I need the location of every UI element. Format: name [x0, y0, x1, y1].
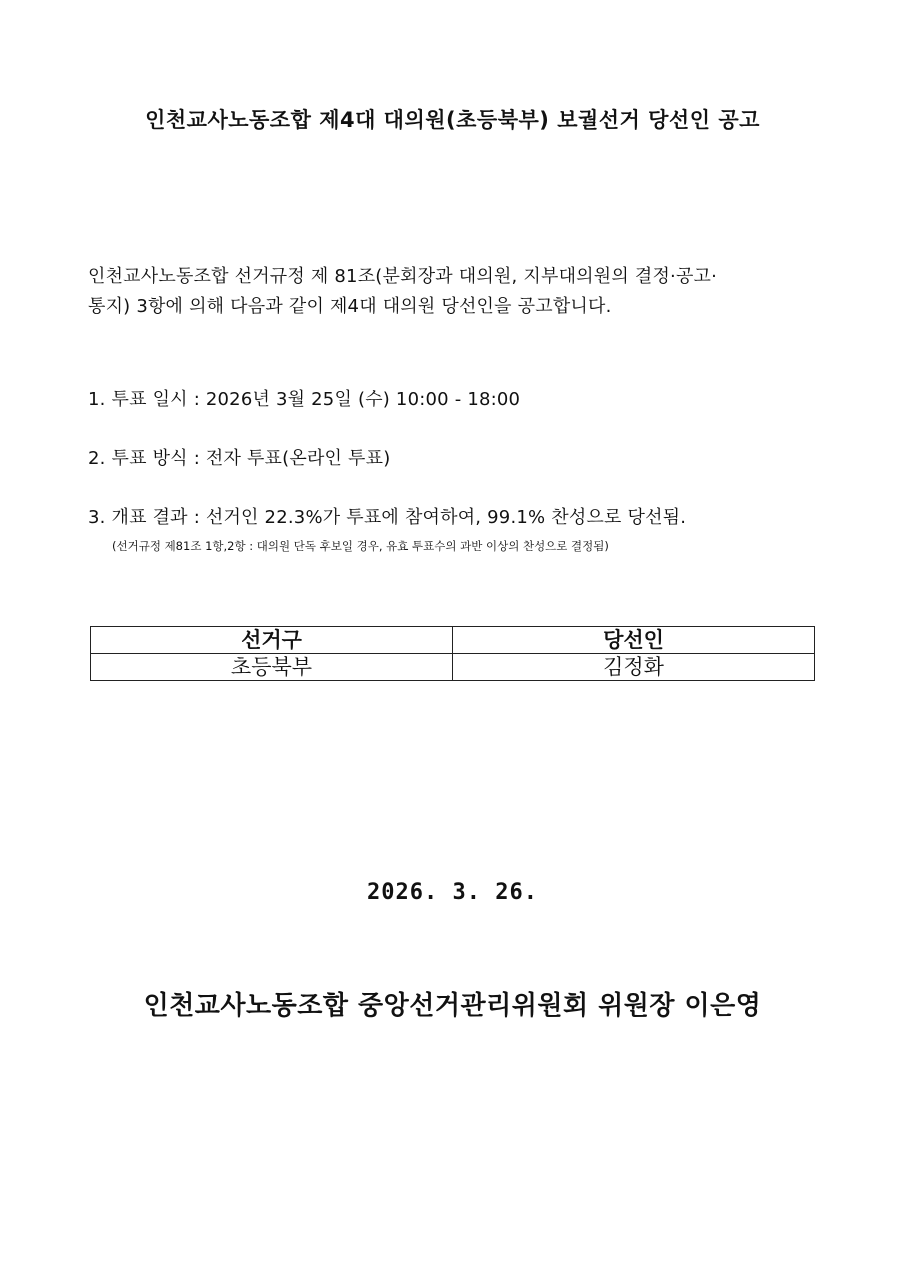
- item-vote-datetime: 1. 투표 일시 : 2026년 3월 25일 (수) 10:00 - 18:00: [88, 389, 521, 410]
- item-vote-method: 2. 투표 방식 : 전자 투표(온라인 투표): [88, 448, 391, 469]
- table-row: [91, 654, 815, 681]
- results-table: [90, 626, 815, 681]
- cell-winner: 김정화: [453, 654, 815, 681]
- rule-note: (선거규정 제81조 1항,2항 : 대의원 단독 후보일 경우, 유효 투표수의 과반 이상의 찬성으로 결정됨): [112, 539, 609, 553]
- intro-line: 통지) 3항에 의해 다음과 같이 제4대 대의원 당선인을 공고합니다.: [88, 296, 612, 317]
- item-count-result: 3. 개표 결과 : 선거인 22.3%가 투표에 참여하여, 99.1% 찬성으로 당선됨.: [88, 507, 687, 528]
- header-district: 선거구: [91, 627, 453, 654]
- signature-line: 인천교사노동조합 중앙선거관리위원회 위원장 이은영: [143, 991, 762, 1021]
- header-winner: 당선인: [453, 627, 815, 654]
- intro-paragraph: [88, 262, 828, 322]
- document-title: 인천교사노동조합 제4대 대의원(초등북부) 보궐선거 당선인 공고: [145, 108, 760, 132]
- announcement-date: 2026. 3. 26.: [367, 880, 538, 905]
- intro-line: 인천교사노동조합 선거규정 제 81조(분회장과 대의원, 지부대의원의 결정·공고·: [88, 266, 718, 287]
- table-header-row: [91, 627, 815, 654]
- cell-district: 초등북부: [91, 654, 453, 681]
